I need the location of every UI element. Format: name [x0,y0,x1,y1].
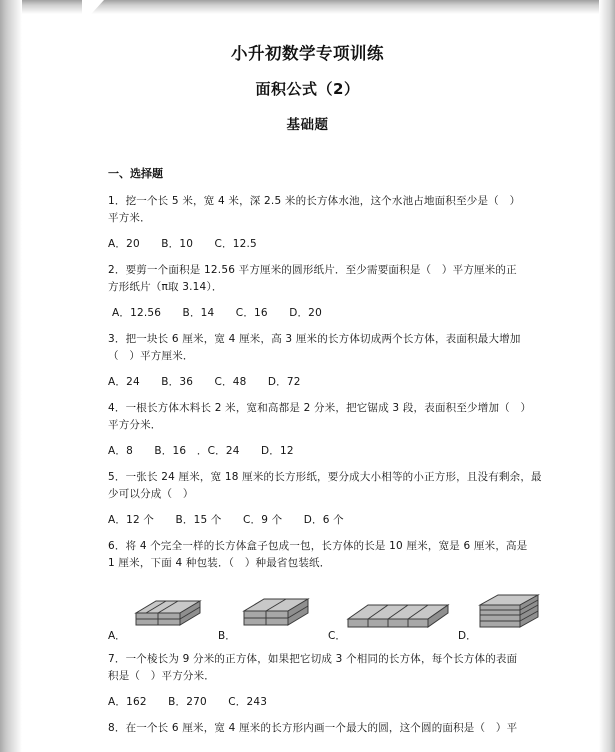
question-2-line-1: 2．要剪一个面积是 12.56 平方厘米的圆形纸片．至少需要面积是（ ）平方厘米的正 [108,264,517,276]
question-3-line-2: （ ）平方厘米． [108,350,194,362]
section-heading: 一、选择题 [108,167,163,180]
question-6 [108,538,567,572]
question-5-line-1: 5．一张长 24 厘米，宽 18 厘米的长方形纸，要分成大小相等的小正方形，且没有剩余，最 [108,471,542,483]
document-subtitle: 面积公式（2） [255,80,360,98]
figure-label-a: A． [108,630,126,642]
figure-a-illustration [122,589,214,637]
question-5-options: A．12 个 B．15 个 C．9 个 D．6 个 [108,514,344,526]
figure-option-b [218,581,328,643]
question-4-line-2: 平方分米． [108,419,162,431]
figure-option-a [108,581,218,643]
question-5-line-2: 少可以分成（ ） [108,488,194,500]
figure-label-b: B． [218,630,236,642]
question-7-line-1: 7．一个棱长为 9 分米的正方体，如果把它切成 3 个相同的长方体，每个长方体的表面 [108,653,518,665]
question-4-options: A．8 B．16 ．C．24 D．12 [108,445,294,457]
figure-c-illustration [342,589,460,637]
question-6-line-1: 6．将 4 个完全一样的长方体盒子包成一包，长方体的长是 10 厘米，宽是 6 厘米，高是 [108,540,528,552]
question-1-options: A．20 B．10 C．12.5 [108,238,257,250]
question-2 [108,262,567,296]
figure-d-illustration [472,589,558,637]
title-block [0,0,615,133]
figure-label-d: D． [458,630,477,642]
question-8-line-1: 8．在一个长 6 厘米，宽 4 厘米的长方形内画一个最大的圆，这个圆的面积是（ ）平 [108,722,518,734]
document-title: 小升初数学专项训练 [231,44,384,63]
question-6-line-2: 1 厘米，下面 4 种包装．（ ）种最省包装纸． [108,557,331,569]
question-3-options: A．24 B．36 C．48 D．72 [108,376,301,388]
question-1-line-2: 平方米． [108,212,151,224]
figure-b-illustration [232,589,324,637]
question-7-options: A．162 B．270 C．243 [108,696,268,708]
question-4 [108,400,567,434]
packaging-figure-row [108,581,567,643]
figure-label-c: C． [328,630,346,642]
question-7 [108,651,567,685]
question-2-options: A．12.56 B．14 C．16 D．20 [112,307,322,319]
question-4-line-1: 4．一根长方体木料长 2 米，宽和高都是 2 分米，把它锯成 3 段，表面积至少增加（ ） [108,402,532,414]
figure-option-c [328,581,458,643]
figure-option-d [458,581,568,643]
question-1-line-1: 1．挖一个长 5 米，宽 4 米，深 2.5 米的长方体水池，这个水池占地面积至少是（ ） [108,195,521,207]
question-7-line-2: 积是（ ）平方分米． [108,670,215,682]
document-subsubtitle: 基础题 [286,117,329,133]
question-body [0,165,615,737]
question-3 [108,331,567,365]
question-5 [108,469,567,503]
question-8 [108,720,567,737]
question-3-line-1: 3．把一块长 6 厘米，宽 4 厘米，高 3 厘米的长方体切成两个长方体，表面积最大增加 [108,333,521,345]
question-2-line-2: 方形纸片（π取 3.14）． [108,281,223,293]
question-1 [108,193,567,227]
